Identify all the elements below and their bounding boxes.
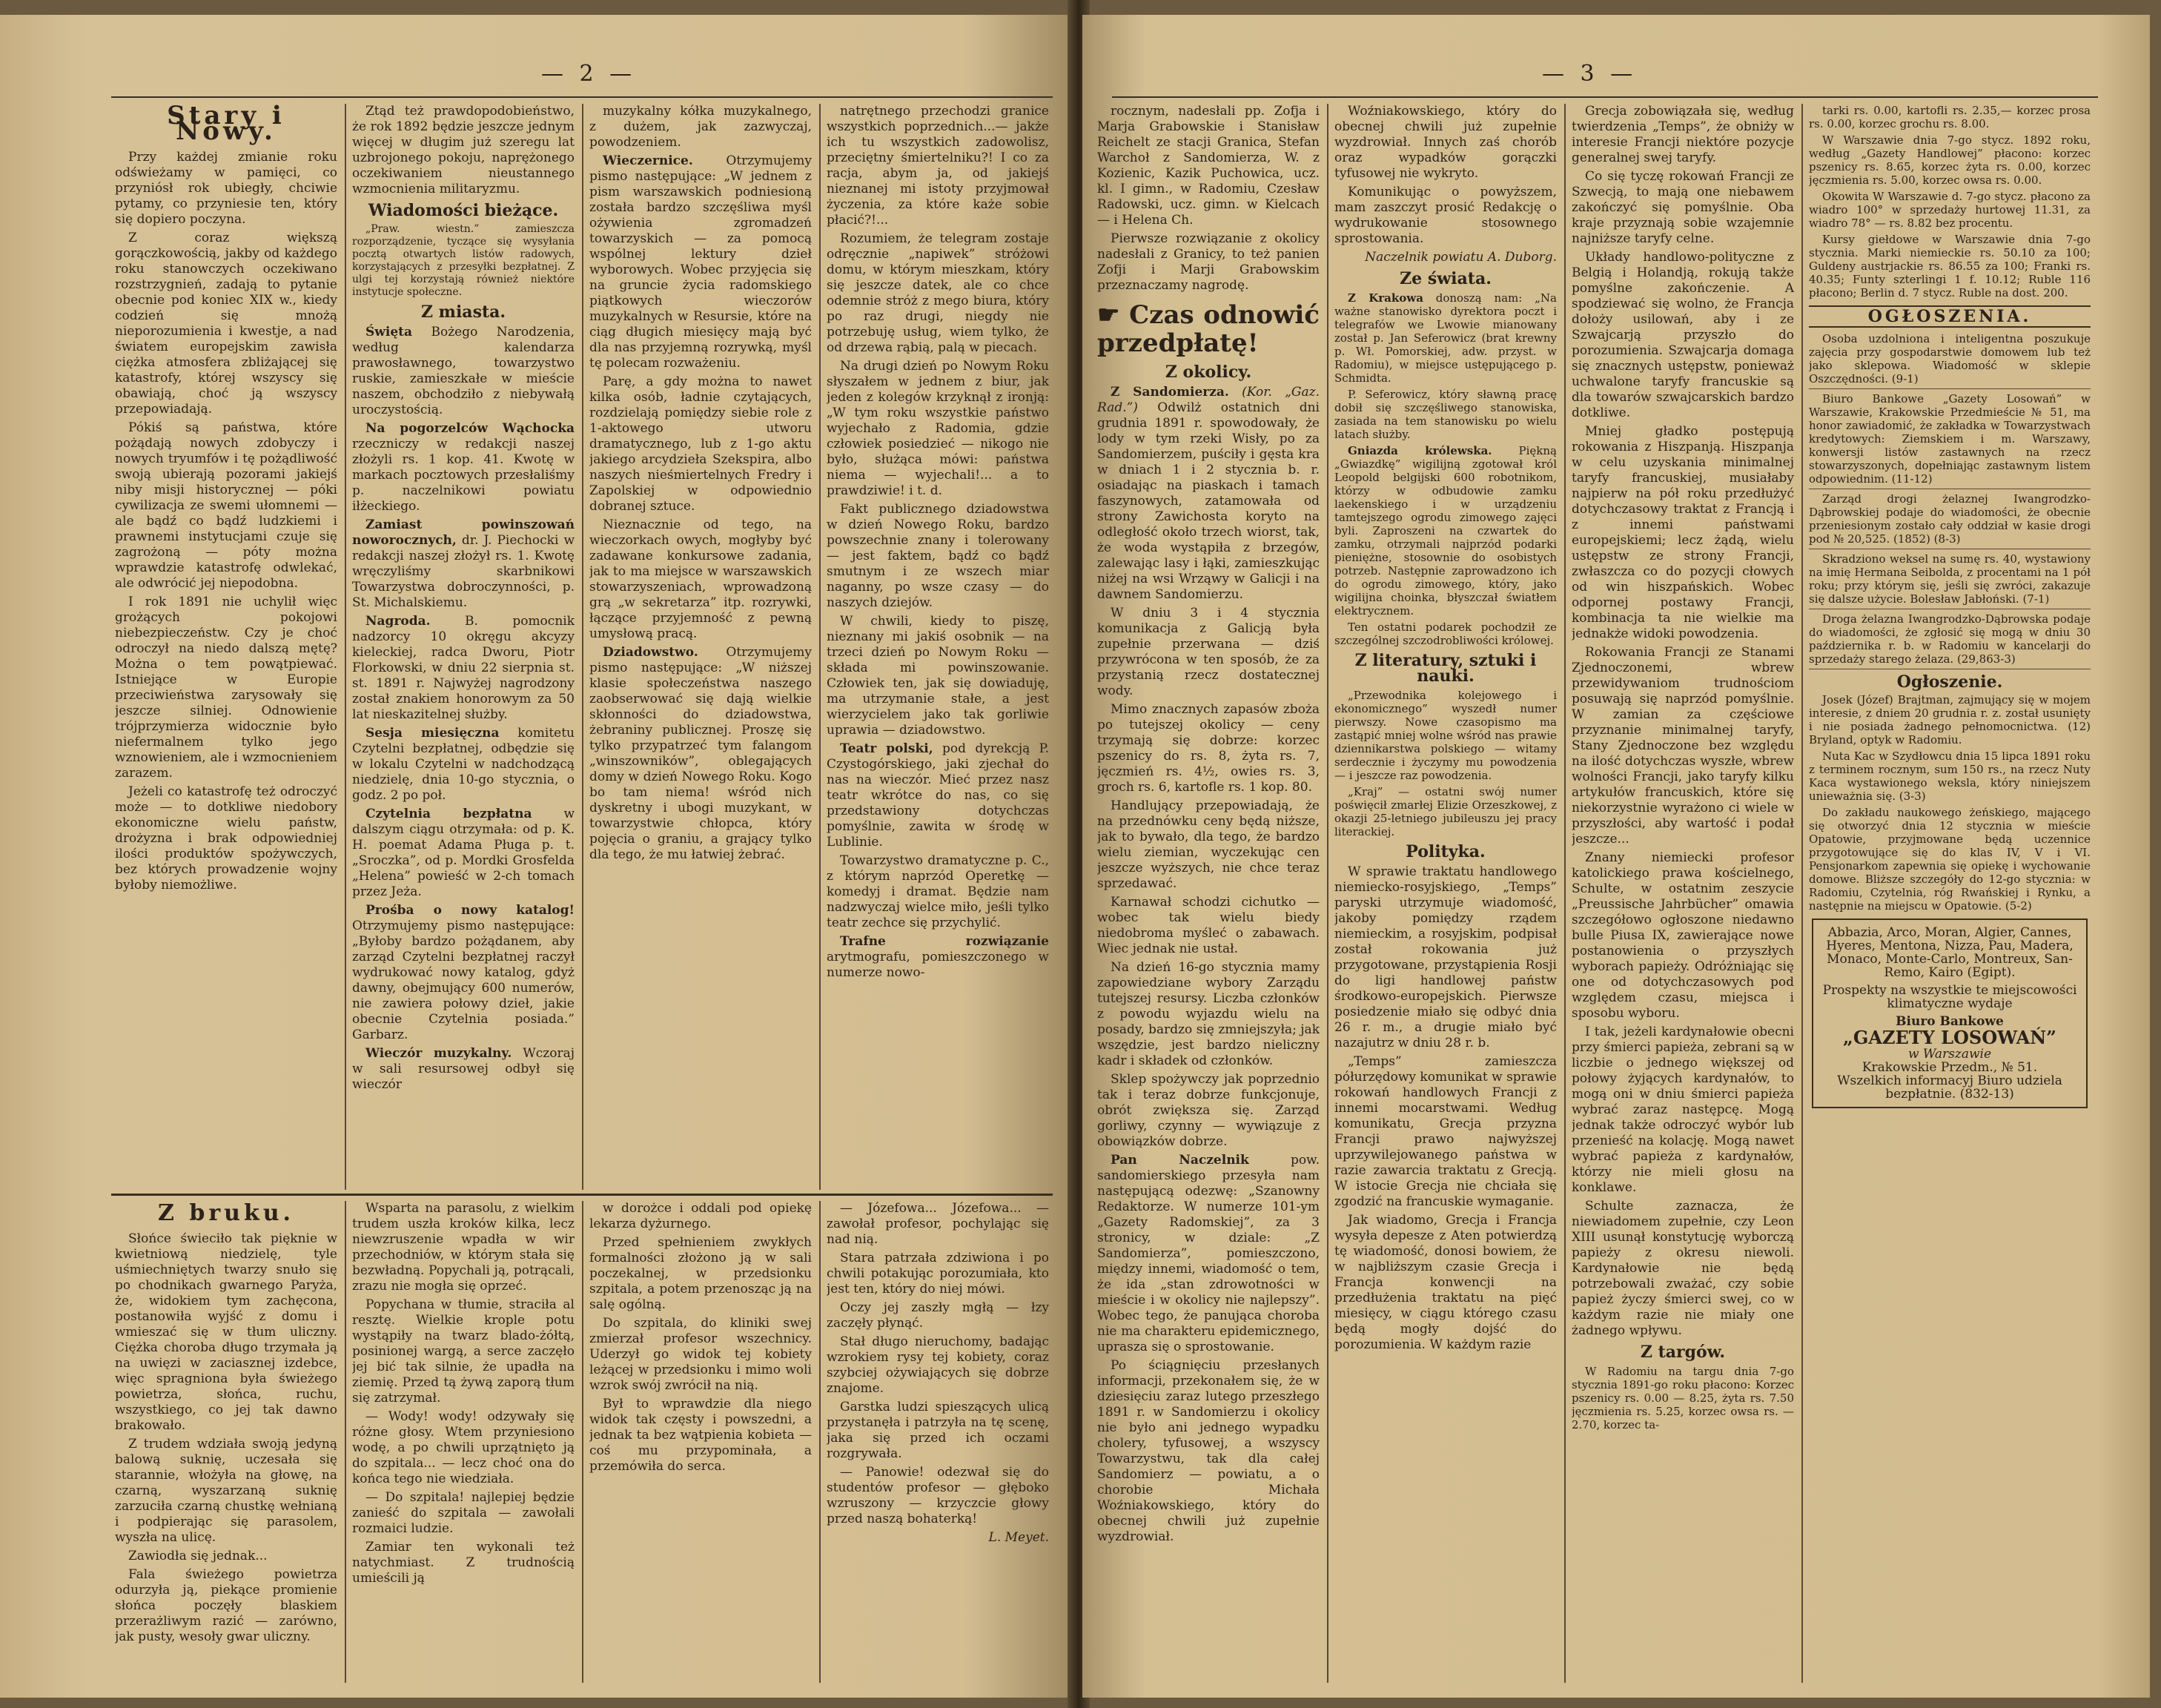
paragraph: Karnawał schodzi cichutko — wobec tak wielu biedy niedobroma myśleć o zabawach. Wiec jednak nie ustał. (1097, 895, 1320, 956)
subscription-notice (1097, 301, 1320, 357)
paragraph: Jak wiadomo, Grecja i Francja wysyła depesze z Aten potwierdzą tę wiadomość, donosi bowiem, że w najbliższym czasie Grecja i Francja konwencji na przedłużenia traktatu na pięć miesięcy, w ciągu którego czasu będą mogły dojść do porozumienia. W każdym razie (1334, 1213, 1557, 1352)
column-divider (819, 1201, 821, 1683)
paragraph: Z trudem wdziała swoją jedyną balową suknię, uczesała się starannie, włożyła na głowę, na czarną, wyszarzaną suknię zarzuciła czarną chustkę wełnianą i podpierając się parasolem, wyszła na ulicę. (115, 1437, 337, 1545)
item-text: w dalszym ciągu otrzymała: od p. K. H. poemat Adama Pługa p. t. „Sroczka”, od p. Mordki Grosfelda „Helena” powieść w 2-ch tomach przez Jeża. (352, 807, 575, 899)
firm-name: „GAZETY LOSOWAŃ” (1843, 1027, 2056, 1048)
firm-footer: Wszelkich informacyj Biuro udziela bezpłatnie. (832-13) (1837, 1073, 2062, 1102)
section-title: Z targów. (1640, 1343, 1726, 1362)
paragraph: tarki rs. 0.00, kartofli rs. 2.35,— korzec prosa rs. 0.00, korzec grochu rs. 8.00. (1809, 104, 2091, 130)
header-rule (111, 96, 1053, 98)
item-lead: Z Sandomierza. (1111, 385, 1229, 400)
item-lead: Z Krakowa (1348, 291, 1423, 305)
feuilleton-col-1 (115, 1201, 337, 1675)
item-text: pod dyrekcją P. Czystogórskiego, jaki zjechał do nas na wieczór. Mieć przez nasz teatr wkrótce do nas, co się przedstawiony dotychczas pomyślnie, zawita w środę w Lublinie. (827, 741, 1049, 850)
section-title: Polityka. (1406, 842, 1486, 861)
paragraph: Popychana w tłumie, straciła al resztę. Wielkie krople potu wystąpiły na twarz blado-żółtą, posinionej wargą, a serce zaczęło jej bić tak silnie, że upadła na ziemię. Przed tą żywą zaporą tłum się zatrzymał. (352, 1297, 575, 1406)
section-title: Ze świata. (1400, 269, 1492, 288)
column-2 (1334, 104, 1557, 1683)
paragraph: Układy handlowo-polityczne z Belgią i Holandją, rokują także pomyślne zakończenie. A spodziewać się wolno, że Francja dołoży usilowań, aby i ze Szwajcarją przyszło do porozumienia. Szwajcarja domaga się znacznych ustępstw, ponieważ uchwalone taryfy francuskie są dla towarów szwajcarskich bardzo dotkliwe. (1572, 250, 1794, 420)
news-item (352, 517, 575, 611)
column-divider (582, 104, 583, 1190)
item-lead: Święta (365, 325, 413, 340)
news-item (352, 1046, 575, 1093)
paragraph: W dniu 3 i 4 stycznia komunikacja z Galicją była zupełnie przerwana — dziś przywrócona w ten sposób, że za przystanią rzecz dostatecznej wody. (1097, 606, 1320, 698)
page-number: — 2 — (541, 61, 637, 87)
paragraph: Ztąd też prawdopodobieństwo, że rok 1892 będzie jeszcze jednym więcej w długim już szeregu lat uzbrojonego pokoju, naprężonego oczekiwaniem nieustannego wzmocnienia militaryzmu. (352, 104, 575, 196)
firm-address: Krakowskie Przedm., № 51. (1861, 1060, 2038, 1075)
paragraph: W chwili, kiedy to piszę, nieznany mi jakiś osobnik — na trzeci dzień po Nowym Roku — składa mi powinszowanie. Człowiek ten, jak się dowiaduję, ma utrzymanie stałe, a jest wierzycielem jako tak gorliwie uprawia — dziadowstwo. (827, 614, 1049, 738)
paragraph: Znany niemiecki profesor katolickiego prawa kościelnego, Schulte, w ostatnim zeszycie „Preussische Jahrbücher” omawia szczegółowo ogłoszone niedawno bulle Piusa IX, zawierające nowe postanowienia o przyszłych wyborach papieży. Odróżniając się one od dotychczasowych pod względem czasu, miejsca i sposobu wyboru. (1572, 850, 1794, 1021)
section-rule (111, 1194, 1053, 1196)
paragraph: Oczy jej zaszły mgłą — łzy zaczęły płynąć. (827, 1300, 1049, 1331)
column-divider (1327, 104, 1328, 1683)
news-item (827, 934, 1049, 981)
paragraph: Handlujący przepowiadają, że na przednówku ceny będą niższe, jak to bywało, dla tego, że bardzo wielu ziemian, wyczekując cen jeszcze wyższych, nie chce teraz sprzedawać. (1097, 798, 1320, 891)
ad-text: Nuta Kac w Szydłowcu dnia 15 lipca 1891 roku z terminem rocznym, sum 150 rs., na rzecz Nuty Kaca wystawionego weksla, który niniejszem unieważnia się. (3-3) (1809, 749, 2091, 803)
author-signature: L. Meyet. (988, 1530, 1049, 1545)
paragraph: — Józefowa... Józefowa... — zawołał profesor, pochylając się nad nią. (827, 1201, 1049, 1247)
resort-list: Abbazia, Arco, Moran, Algier, Cannes, Hyeres, Mentona, Nizza, Pau, Madera, Monaco, Monte-Carlo, Montreux, San-Remo, Kairo (Egipt). (1826, 925, 2074, 980)
item-lead: Teatr polski, (840, 741, 933, 756)
paragraph: Stara patrzała zdziwiona i po chwili potakując porozumiała, kto jest ten, który do niej mówi. (827, 1251, 1049, 1297)
announcement: Josek (Józef) Brajtman, zajmujący się w mojem interesie, z dniem 20 grudnia r. z. został usunięty i nie posiada żadnego pełnomocnictwa. (12) Bryland, optyk w Radomiu. (1809, 693, 2091, 747)
paragraph: W sprawie traktatu handlowego niemiecko-rosyjskiego, „Temps” paryski utrzymuje wiadomość, jakoby pomiędzy rządem niemieckim, a rosyjskim, podpisał został rokowania już przygotowane, przystąpienia Rosji do ligi handlowej państw środkowo-europejskich. Pierwsze posiedzenie miało się odbyć dnia 26 r. m., a drugie miało być nazajutrz w dniu 28 r. b. (1334, 864, 1557, 1050)
feuilleton-title: Z bruku. (158, 1201, 294, 1226)
paragraph: Z coraz większą gorączkowością, jakby od każdego roku stanowczych oczekiwano rozstrzygnień, zadają to pytanie obecnie pod koniec XIX w., kiedy codzień się mnożą nieporozumienia i kwestje, a nad światem europejskim zawisła ciężka atmosfera zbliżającej się katastrofy, której wszyscy się obawiają, choć ją wszyscy przepowiadają. (115, 231, 337, 417)
news-item (352, 614, 575, 723)
paragraph: Towarzystwo dramatyczne p. C., z którym naprzód Operetkę — komedyj i dramat. Będzie nam nadzwyczaj wielce miło, jeśli tylko teatr zechce się przychylić. (827, 853, 1049, 930)
classified-ad: Skradziono weksel na sumę rs. 40, wystawiony na imię Hermana Seibolda, z procentami na 1 pół roku; przy którym się, jeśli się zwróci, zakazuje się dalsze użycie. Bolesław Jabłoński. (7-1) (1809, 552, 2091, 609)
paragraph: Stał długo nieruchomy, badając wzrokiem rysy tej kobiety, coraz szybciej ożywiających się dobrze znajome. (827, 1334, 1049, 1396)
column-divider (1564, 104, 1566, 1683)
news-item (352, 903, 575, 1043)
article-stary-i-nowy (115, 104, 337, 1190)
item-lead: Prośba o nowy katalog! (365, 903, 575, 918)
news-item (1097, 1153, 1320, 1355)
item-text: donoszą nam: „Na ważne stanowisko dyrektora poczt i telegrafów we Lwowie mianowany został p. Jan Seferowicz (brat krewny p. Wł. Pomorskiej, adw. przyst. w Radomiu), w miejsce ustępującego p. Schmidta. (1334, 291, 1557, 385)
item-text: B. pomocnik nadzorcy 10 okręgu akcyzy kieleckiej, radca Dworu, Piotr Florkowski, w dniu 22 sierpnia st. st. 1891 r. Najwyżej nagrodzony został znakiem honorowym za 50 lat nieskazitelnej służby. (352, 614, 575, 722)
column-divider (582, 1201, 583, 1683)
ad-text: Do zakładu naukowego żeńskiego, mającego się otworzyć dnia 12 stycznia w mieście Opatowie, przyjmowane będą uczennice przygotowujące się do klas IV, V i VI. Pensjonarkom zapewnia się opiekę i wychowanie domowe. Bliższe szczegóły do 12-go stycznia: w Radomiu, Czytelnia, róg Rwańskiej i Rynku, a następnie na miejscu w Opatowie. (5-2) (1809, 806, 2091, 913)
news-item (589, 645, 812, 863)
item-lead: Czytelnia bezpłatna (365, 807, 532, 821)
column-divider (345, 1201, 346, 1683)
paragraph: Do szpitala, do kliniki swej zmierzał profesor wszechnicy. Uderzył go widok tej kobiety leżącej w przedsionku i mimo woli wzrok swój zwrócił na nią. (589, 1316, 812, 1393)
item-text: Piękną „Gwiazdkę” wigilijną zgotował król Leopold belgijski 600 robotnikom, którzy w odbudowie zamku laekenskiego i w urządzeniu tamtejszego ogrodu zimowego zajęci byli. Zaproszeni na czwartek do zamku, otrzymali najprzód podarki pieniężne, stosownie do osobistych potrzeb. Następnie zaprowadzono ich do ogrodu zimowego, który, jako wigilijna choinka, błyszczał światłem elektrycznem. (1334, 444, 1557, 618)
paragraph: Po ściągnięciu przesłanych informacji, przekonałem się, że w dziesięciu zaraz lutego przeszłego 1891 r. w Sandomierzu i okolicy nie było ani jednego wypadku cholery, tyfusowej, a wszyscy Towarzystwu, tak dla całej Sandomierz — powiatu, a o chorobie Michała Woźniakowskiego, który do obecnej chwili już zupełnie wyzdrowiał. (1097, 1358, 1320, 1544)
news-item (827, 741, 1049, 850)
paragraph: „Przewodnika kolejowego i ekonomicznego” wyszedł numer pierwszy. Nowe czasopismo ma zastąpić mniej wolne wśród nas prawie dziennikarstwa polskiego — witamy serdecznie i życzymy mu powodzenia — i jeszcze raz powodzenia. (1334, 689, 1557, 782)
item-lead: Sesja miesięczna (365, 726, 500, 741)
item-source: (Kor. „Gaz. Rad.”) (1097, 385, 1320, 415)
signature: Naczelnik powiatu A. Duborg. (1365, 250, 1557, 265)
ad-text: Prospekty na wszystkie te miejscowości klimatyczne wydaje (1822, 983, 2077, 1011)
item-text: pow. sandomierskiego przesyła nam następującą odezwę: „Szanowny Redaktorze. W numerze 101-ym „Gazety Radomskiej”, za 3 stronicy, w dziale: „Z Sandomierza”, pomieszczono, między innemi, wiadomość o tem, że ida „stan zdrowotności w mieście i w okolicy nie najlepszy”. Wobec tego, że panująca choroba nie ma charakteru epidemicznego, uprasza się o sprostowanie. (1097, 1153, 1320, 1354)
ads-header: OGŁOSZENIA. (1809, 305, 2091, 328)
paragraph: Zawiodła się jednak... (128, 1549, 268, 1563)
item-text: Odwilż ostatnich dni grudnia 1891 r. spowodowały, że lody w tym rzeki Wisły, po za Sandomierzem, puściły i gęsta kra w dniach 1 i 2 stycznia b. r. osiadając na piaskach i tamach faszynowych, zatamowała od strony Zawichosta koryto na odległość około trzech wiorst, tak, że woda wystąpiła z brzegów, zalewając lasy i łąki, zamieszkując niżej na wsi Wrząwy w Galicji i na dawnem Sandomierzu. (1097, 400, 1320, 602)
news-item (589, 153, 812, 371)
paragraph: Przy każdej zmianie roku odświeżamy w pamięci, co przyniósł rok ubiegły, chciwie pytamy, co przyniesie ten, który się dopiero poczyna. (115, 150, 337, 227)
column-news (352, 104, 575, 1190)
news-item (1097, 385, 1320, 603)
feuilleton-col-3 (589, 1201, 812, 1675)
news-item (352, 325, 575, 418)
item-text: Bożego Narodzenia, według kalendarza prawosławnego, towarzystwo ruskie, zamieszkałe w mieście naszem, obchodziło z niebywałą uroczystością. (352, 325, 575, 417)
column-divider (1801, 104, 1803, 1683)
column-divider (819, 104, 821, 1190)
paragraph: P. Seferowicz, który sławną pracę dobił się szczęśliwego stanowiska, zasiada na tem stanowisku po wielu latach służby. (1334, 388, 1557, 441)
item-lead: Zamiast powinszowań noworocznych, (352, 517, 575, 548)
classified-ad: Biuro Bankowe „Gazety Losowań” w Warszawie, Krakowskie Przedmieście № 51, ma honor zawiadomić, że zakładka w Towarzystwach kredytowych: Ziemskiem i m. Warszawy, konwersji listów zastawnych na rzecz stowarzyszonych, dopełniając zastawnym listem odpowiednim. (11-12) (1809, 392, 2091, 489)
item-lead: Dziadowstwo. (603, 645, 698, 660)
classified-ad: Osoba uzdolniona i inteligentna poszukuje zajęcia przy gospodarstwie domowem lub też jako sklepowa. Wiadomość w sklepie Oszczędności. (9-1) (1809, 332, 2091, 389)
paragraph: Pierwsze rozwiązanie z okolicy nadesłali z Granicy, to też panien Zofji i Marji Grabowskim przeznaczamy nagrodę. (1097, 231, 1320, 293)
item-lead: Wieczernice. (603, 153, 693, 168)
classified-ad: Zarząd drogi żelaznej Iwangrodzko-Dąbrowskiej podaje do wiadomości, że obecnie przeniesionym zostało cały oddział w kasie drogi pod № 20,525. (1852) (8-3) (1809, 492, 2091, 549)
paragraph: Rokowania Francji ze Stanami Zjednoczonemi, wbrew przewidywaniom trudnościom posuwają się naprzód pomyślnie. W zamian za częściowe przyznanie minimalnej taryfy, Stany Zjednoczone bez względu na ilość dotychczas wyszłe, wbrew wolności Francji, jako taryfy kilku artykułów francuskich, które się niekorzystnie wyrażono ci wiele w przyszłości, aby wartość i podał jeszcze... (1572, 645, 1794, 847)
feuilleton-col-2 (352, 1201, 575, 1675)
column-3 (1572, 104, 1794, 1683)
paragraph: Woźniakowskiego, który do obecnej chwili już zupełnie wyzdrowiał. Innych zaś chorób oraz wypadków gorączki tyfusowej nie wykryto. (1334, 104, 1557, 181)
item-text: Otrzymujemy pismo następujące: „Byłoby bardzo pożądanem, aby zarząd Czytelni bezpłatnej raczył wydrukować nowy katalog, gdyż dawny, obejmujący 600 numerów, nie zawiera połowy dzieł, jakie obecnie Czytelnia posiada.” Garbarz. (352, 918, 575, 1042)
paragraph: Grecja zobowiązała się, według twierdzenia „Temps”, że obniży w interesie Francji niektóre pozycje generalnej swej taryfy. (1572, 104, 1794, 165)
news-item (1334, 444, 1557, 618)
item-text: Otrzymujemy pismo następujące: „W jednem z pism warszawskich podniesioną została bardzo szczęśliwa myśl ożywienia zgromadzeń towarzyskich — za pomocą wspólnej lektury dzieł wyborowych. Wobec przyjęcia się na gruncie życia radomskiego piątkowych wieczorów muzykalnych w Resursie, które na ciąg długich miesięcy mają być dla nas przyjemną rozrywką, myśl tę polecam rozważeniu. (589, 153, 812, 371)
item-text: Wczoraj w sali resursowej odbył się wieczór (352, 1046, 575, 1092)
article-title: Stary i Nowy. (167, 104, 285, 146)
column-ads (1809, 104, 2091, 1683)
item-lead: Trafne rozwiązanie (840, 934, 1049, 949)
pointing-hand-icon: ☛ (1097, 300, 1120, 330)
paragraph: — Do szpitala! najlepiej będzie zanieść do szpitala — zawołali rozmaici ludzie. (352, 1490, 575, 1536)
paragraph: Przed spełnieniem zwykłych formalności złożono ją w sali poczekalnej, w przedsionku szpitala, a potem przenosząc ją na salę ogólną. (589, 1235, 812, 1312)
announcement-title: Ogłoszenie. (1896, 672, 2003, 692)
paragraph: Był to wprawdzie dla niego widok tak częsty i powszedni, a jednak ta bez wątpienia kobieta — coś mu przypominała, a przemówiła do serca. (589, 1397, 812, 1474)
paragraph: „Kraj” — ostatni swój numer poświęcił zmarłej Elizie Orzeszkowej, z okazji 25-letniego jubileuszu jej pracy literackiej. (1334, 785, 1557, 838)
paragraph: Jeżeli co katastrofę też odroczyć może — to dotkliwe niedobory ekonomiczne wielu państw, drożyzna i brak odpowiedniej ilości produktów spożywczych, bez których prowadzenie wojny byłoby niemożliwe. (115, 784, 337, 893)
paragraph: — Panowie! odezwał się do studentów profesor — głęboko wzruszony — krzyczcie głowy przed naszą bohaterką! (827, 1465, 1049, 1526)
paragraph: Na dzień 16-go stycznia mamy zapowiedziane wybory Zarządu tutejszej resursy. Liczba członków z powodu wyjazdu wielu na posady, bardzo się zmniejszyła; jak wszędzie, jest bardzo nieliczny kadr i składek od członków. (1097, 960, 1320, 1068)
paragraph: Parę, a gdy można to nawet kilka osób, ładnie czytających, rozdzielają pomiędzy siebie role z 1-aktowego utworu dramatycznego, lub z 1-go aktu jakiego arcydzieła Szekspira, albo naszych nieśmiertelnych Fredry i Zapolskiej w odpowiednio dobranej sztuce. (589, 374, 812, 514)
section-title: Z miasta. (420, 302, 506, 322)
news-item (352, 421, 575, 514)
left-page (0, 15, 1071, 1698)
paragraph: Zamiar ten wykonali też natychmiast. Z trudnością umieścili ją (352, 1540, 575, 1586)
resorts-advertisement (1812, 918, 2088, 1108)
paragraph: muzykalny kółka muzykalnego, z dużem, jak zazwyczaj, powodzeniem. (589, 104, 812, 150)
paragraph: w dorożce i oddali pod opiekę lekarza dyżurnego. (589, 1201, 812, 1231)
paragraph: Mimo znacznych zapasów zboża po tutejszej okolicy — ceny trzymają się dobrze: korzec pszenicy do rs. 8, żyta rs. 7, jęczmień rs. 4½, owies rs. 3, groch rs. 6, kartofle rs. 1 kop. 80. (1097, 702, 1320, 795)
paragraph: Pókiś są państwa, które pożądają nowych zdobyczy i nowych tryumfów i tę pożądliwość swoją ubierają pozorami jakiejś niby misji historycznej — póki cywilizacja ze swemi ułomnemi — ale bądź co bądź ludzkiemi i prawnemi instytucjami czuje się zagrożoną — póty można wprawdzie katastrofę odwlekać, ale odwrócić jej niepodobna. (115, 420, 337, 591)
market-prices: W Radomiu na targu dnia 7-go stycznia 1891-go roku płacono: Korzec pszenicy rs. 0.00 — 8.25, żyta rs. 7.50 jęczmienia rs. 5.25, korzec owsa rs. — 2.70, korzec ta- (1572, 1365, 1794, 1431)
paragraph: Fakt publicznego dziadowstwa w dzień Nowego Roku, bardzo powszechnie znany i tolerowany — jest faktem, bądź co bądź smutnym i ze wszech miar naganny, po wsze czasy — do naszych dziejów. (827, 502, 1049, 610)
item-text: komitetu Czytelni bezpłatnej, odbędzie się w lokalu Czytelni w nadchodzącą niedzielę, dnia 10-go stycznia, o godz. 2 po poł. (352, 726, 575, 803)
paragraph: Sklep spożywczy jak poprzednio tak i teraz dobrze funkcjonuje, obrót zwiększa się. Zarząd gorliwy, czynny — wywiązuje z obowiązków dobrze. (1097, 1072, 1320, 1149)
news-note: „Praw. wiestn.” zamieszcza rozporządzenie, tyczące się wysyłania pocztą otwartych listów radowych, korzystających z przesyłki bezpłatnej. Z ulgi tej korzystają również niektóre instytucje społeczne. (352, 223, 575, 298)
column-4 (827, 104, 1049, 1190)
item-text: dr. J. Piechocki w redakcji naszej złożył rs. 1. Kwotę wręczyliśmy skarbnikowi Towarzystwa dobroczynności, p. St. Michalskiemu. (352, 533, 575, 610)
firm-label: Biuro Bankowe (1896, 1014, 2004, 1029)
paragraph: Wsparta na parasolu, z wielkim trudem uszła kroków kilka, lecz niewzruszenie wpadła w wir przechodniów, w którym stała się bezwładną. Popychali ją, potrącali, zrazu nie mogła się oprzeć. (352, 1201, 575, 1294)
item-lead: Nagroda. (365, 614, 431, 629)
item-lead: Gniazda królewska. (1348, 444, 1492, 457)
section-title: Z okolicy. (1165, 363, 1252, 382)
classified-ad: Droga żelazna Iwangrodzko-Dąbrowska podaje do wiadomości, że zgłosić się mogą w dniu 30 października r. b. w Radomiu w kancelarji do sprzedaży starego żelaza. (29,863-3) (1809, 612, 2091, 669)
paragraph: — Wody! wody! odzywały się różne głosy. Wtem przyniesiono wodę, a po chwili uprzątnięto ją do szpitala... — lecz choć ona do końca tego nie wiedziała. (352, 1409, 575, 1486)
paragraph: natrętnego przechodzi granice wszystkich poprzednich...— jakże ich tu wszystkich zadowolisz, przeciętny śmiertelniku?! I co za racja, abym ja, od jakiejś nieznanej mi istoty przyjmował życzenia, za które każe sobie płacić?!... (827, 104, 1049, 228)
firm-city: w Warszawie (1907, 1047, 1992, 1062)
paragraph: Co się tyczę rokowań Francji ze Szwecją, to mają one niebawem zakończyć się pomyślnie. Oba kraje przyznają sobie wzajemnie najniższe taryfy celne. (1572, 169, 1794, 246)
paragraph: Schulte zaznacza, że niewiadomem zupełnie, czy Leon XIII usunął konstytucję wyborczą papieży z okresu niewoli. Kardynałowie nie będą potrzebowali zważać, czy sobie papież życzy śmierci swej, co w każdym razie nie miały one żadnego wpływu. (1572, 1199, 1794, 1338)
column-3 (589, 104, 812, 1190)
paragraph: I rok 1891 nie uchylił więc grożących pokojowi niebezpieczeństw. Czy je choć odroczył na niedo dalszą mętę? Można o tem powątpiewać. Istniejące w Europie przeciwieństwa zarysowały się jeszcze silniej. Odnowienie trójprzymierza widocznie było niefermalnem tylko jego wznowieniem, ale i wzmocnieniem zarazem. (115, 595, 337, 781)
item-lead: Wieczór muzykalny. (365, 1046, 512, 1061)
paragraph: „Temps” zamieszcza półurzędowy komunikat w sprawie rokowań handlowych Francji z innemi mocarstwami. Według komunikatu, Grecja przyzna Francji prawo najwyższej uprzywilejowanego państwa w razie zawarcia traktatu z Grecją. W istocie Grecja nie chciała się zgodzić na francuskie wymaganie. (1334, 1054, 1557, 1209)
exchange-rates: Kursy giełdowe w Warszawie dnia 7-go stycznia. Marki niemieckie rs. 50.10 za 100; Guldeny austrjackie rs. 86.55 za 100; Franki rs. 40.35; Funty szterlingi 1 f. 10.12; Ruble 116 płacono; Berlin d. 7 stycz. Ruble na dost. 200. (1809, 233, 2091, 299)
ads-list (1809, 332, 2091, 669)
news-item (1334, 291, 1557, 385)
item-text: rzeczniczy w redakcji naszej złożyli rs. 1 kop. 41. Kwotę w markach pocztowych przesłaliśmy p. naczelnikowi powiatu iłżeckiego. (352, 437, 575, 514)
right-page (1082, 15, 2150, 1698)
item-lead: Pan Naczelnik (1111, 1153, 1249, 1168)
column-divider (345, 104, 346, 1190)
paragraph: Garstka ludzi spieszących ulicą przystanęła i patrzyła na tę scenę, jaka się przed ich oczami rozgrywała. (827, 1400, 1049, 1461)
subscription-text: Czas odnowić przedpłatę! (1097, 300, 1320, 358)
paragraph: Słońce świeciło tak pięknie w kwietniową niedzielę, tyle uśmiechniętych twarzy snuło się po chodnikach gwarnego Paryża, że, widokiem tym zachęcona, postanowiła wyjść z domu i wmieszać się w tłum uliczny. Ciężka choroba długo trzymała ją na uwięzi w zaciasznej izdebce, więc spragniona była świeżego powietrza, słońca, ruchu, wszystkiego, co jej tak dawno brakowało. (115, 1231, 337, 1433)
item-text: arytmografu, pomieszczonego w numerze nowo- (827, 950, 1049, 980)
paragraph: Na drugi dzień po Nowym Roku słyszałem w jednem z biur, jak jeden z kolegów krzyknął z ironją: „W tym roku wszystkie państwo wyjechało z Radomia, gdzie człowiek posiedzieć — nikogo nie było, służąca mówi: państwa niema — wyjechali!... a to prawdziwie! i t. d. (827, 359, 1049, 498)
news-item (352, 807, 575, 900)
paragraph: Nieznacznie od tego, na wieczorkach owych, mogłyby być zadawane konkursowe zadania, jak to ma miejsce w warszawskich stowarzyszeniach, wprowadzoną grą „w sekretarza” itp. rozrywki, łączące przyjemność z pewną umysłową pracą. (589, 517, 812, 641)
paragraph: Ten ostatni podarek pochodził ze szczególnej szczodrobliwości królowej. (1334, 620, 1557, 647)
item-text: Otrzymujemy pismo następujące: „W niższej klasie społeczeństwa naszego zaobserwować się dają wielkie skłonności do dziadowstwa, żebraniny publicznej. Proszę się tylko przypatrzeć tym falangom „winszowników”, oblegających domy w dzień Nowego Roku. Kogo bo tam niema! wśród nich dyskretny i ubogi muzykant, w towarzystwie chłopca, który pojęcia o graniu, a grający tylko dla tego, że mu łatwiej żebrać. (589, 645, 812, 862)
header-rule (1112, 96, 2098, 98)
z-miasta-list (352, 325, 575, 1093)
paragraph: Mniej gładko postępują rokowania z Hiszpanją. Hiszpanja w celu uzyskania minimalnej taryfy francuskiej, musiałaby najpierw na pół roku przedłużyć dotychczasowy traktat z Francją i z innemi państwami europejskiemi; lecz żądą, wielu ustępstw ze strony Francji, zwłaszcza co do pozycji cłowych od win hiszpańskich. Wobec odpornej postawy Francji, kombinacja ta nie wielkie ma jednakże widoki powodzenia. (1572, 424, 1794, 641)
column-1 (1097, 104, 1320, 1683)
paragraph: rocznym, nadesłali pp. Zofja i Marja Grabowskie i Stanisław Reichelt ze stacji Granica, Stefan Warchoł z Sandomierza, W. z Kozienic, Kazik Puchowica, ucz. kl. I gimn., w Radomiu, Czesław Radowski, ucz. gimn. w Kielcach — i Helena Ch. (1097, 104, 1320, 228)
section-title: Z literatury, sztuki i nauki. (1354, 651, 1537, 686)
section-title: Wiadomości bieżące. (368, 201, 559, 220)
paragraph: W Warszawie dnia 7-go stycz. 1892 roku, według „Gazety Handlowej” płacono: korzec pszenicy rs. 8.65, korzec żyta rs. 0.00, korzec jęczmienia rs. 5.00, korzec owsa rs. 0.00. (1809, 133, 2091, 187)
paragraph: I tak, jeżeli kardynałowie obecni przy śmierci papieża, zebrani są w liczbie o jednego większej od połowy żyjących kardynałów, to mogą oni w dniu śmierci papieża wybrać zaraz następcę. Mogą jednak także odroczyć wybór lub przenieść na kolację. Mogą nawet wybrać papieża z kardynałów, którzy nie mieli głosu na konklawe. (1572, 1025, 1794, 1195)
paragraph: Rozumiem, że telegram zostaje odręcznie „napiwek” stróżowi domu, w którym mieszkam, który się jeszcze datek, ale co chce odemnie stróż z mego biura, który po raz drugi, niegdy nie potrzebuję usług, wiem tylko, że od drzewa rąbią, palą w piecach. (827, 231, 1049, 355)
page-number: — 3 — (1542, 61, 1638, 87)
item-lead: Na pogorzelców Wąchocka (365, 421, 575, 436)
feuilleton-col-4 (827, 1201, 1049, 1675)
paragraph: Okowita W Warszawie d. 7-go stycz. płacono za wiadro 100° w sprzedaży hurtowej 11.31, za wiadro 78° — rs. 8.82 bez procentu. (1809, 190, 2091, 230)
news-item (352, 726, 575, 804)
paragraph: Fala świeżego powietrza odurzyła ją, piekące promienie słońca poczęły blaskiem przerażliwym razić — zarówno, jak pusty, wesoły gwar uliczny. (115, 1567, 337, 1644)
paragraph: Komunikując o powyższem, mam zaszczyt prosić Redakcję o wydrukowanie stosownego sprostowania. (1334, 185, 1557, 246)
